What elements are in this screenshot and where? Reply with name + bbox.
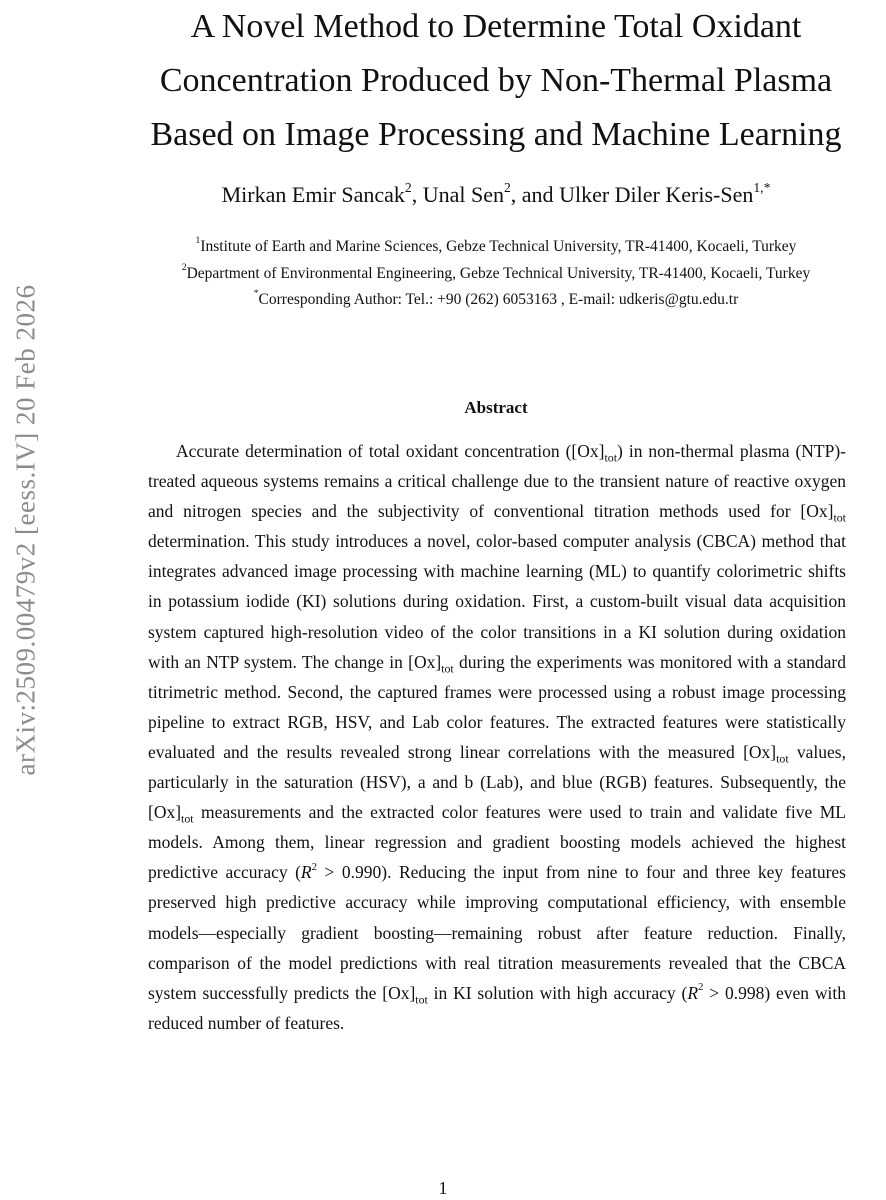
author-affiliation-mark: 2 [503, 179, 511, 195]
affiliation-mark: * [253, 288, 259, 300]
corresponding-author [96, 288, 886, 309]
author-separator: , and [510, 182, 560, 207]
paper-title [96, 0, 886, 162]
author-affiliation-mark: 2 [404, 179, 412, 195]
title-line: A Novel Method to Determine Total Oxidant [190, 8, 802, 45]
author-affiliation-mark: 1,* [753, 179, 771, 195]
affiliation-text: Department of Environmental Engineering, Gebze Technical University, TR-41400, Kocaeli, Turkey [186, 265, 811, 282]
abstract-heading: Abstract [464, 398, 528, 417]
page-number: 1 [438, 1178, 448, 1198]
affiliation-text: Institute of Earth and Marine Sciences, Gebze Technical University, TR-41400, Kocaeli, Turkey [200, 238, 797, 255]
title-line: Concentration Produced by Non-Thermal Plasma [159, 62, 833, 99]
author-name: Ulker Diler Keris-Sen [559, 182, 754, 207]
title-line: Based on Image Processing and Machine Learning [150, 116, 842, 153]
corresponding-author-text: Corresponding Author: Tel.: +90 (262) 6053163 , E-mail: udkeris@gtu.edu.tr [258, 291, 739, 308]
arxiv-identifier-stamp: arXiv:2509.00479v2 [eess.IV] 20 Feb 2026 [10, 284, 41, 776]
affiliation-mark: 2 [181, 262, 187, 274]
affiliation-2 [96, 262, 886, 283]
author-separator: , [411, 182, 423, 207]
author-list [96, 179, 886, 208]
author-name: Unal Sen [422, 182, 504, 207]
affiliation-1 [96, 235, 886, 256]
affiliation-mark: 1 [195, 235, 201, 247]
author-name: Mirkan Emir Sancak [221, 182, 405, 207]
abstract-body: Accurate determination of total oxidant concentration $([Ox]_{tot})$ in non-thermal plasma (NTP)-treated aqueous systems remains a critical challenge due to the transient nature of reactive oxygen and nitrogen species and the subjectivity of conventional titration methods used for $[Ox]_{tot}$ determination. This study introduces a novel, color-based computer analysis (CBCA) method that integrates advanced image processing with machine learning (ML) to quantify colorimetric shifts in potassium iodide (KI) solutions during oxidation. First, a custom-built visual data acquisition system captured high-resolution video of the color transitions in a KI solution during oxidation with an NTP system. The change in $[Ox]_{tot}$ during the experiments was monitored with a standard titrimetric method. Second, the captured frames were processed using a robust image processing pipeline to extract RGB, HSV, and Lab color features. The extracted features were statistically evaluated and the results revealed strong linear correlations with the measured $[Ox]_{tot}$ values, particularly in the saturation (HSV), a and b (Lab), and blue (RGB) features. Subsequently, the $[Ox]_{tot}$ measurements and the extracted color features were used to train and validate five ML models. Among them, linear regression and gradient boosting models achieved the highest predictive accuracy $(R^2 > 0.990)$. Reducing the input from nine to four and three key features preserved high predictive accuracy while improving computational efficiency, with ensemble models—especially gradient boosting—remaining robust after feature reduction. Finally, comparison of the model predictions with real titration measurements revealed that the CBCA system successfully predicts the $[Ox]_{tot}$ in KI solution with high accuracy $(R^2 > 0.998)$ even with reduced number of features. [148, 441, 847, 1033]
